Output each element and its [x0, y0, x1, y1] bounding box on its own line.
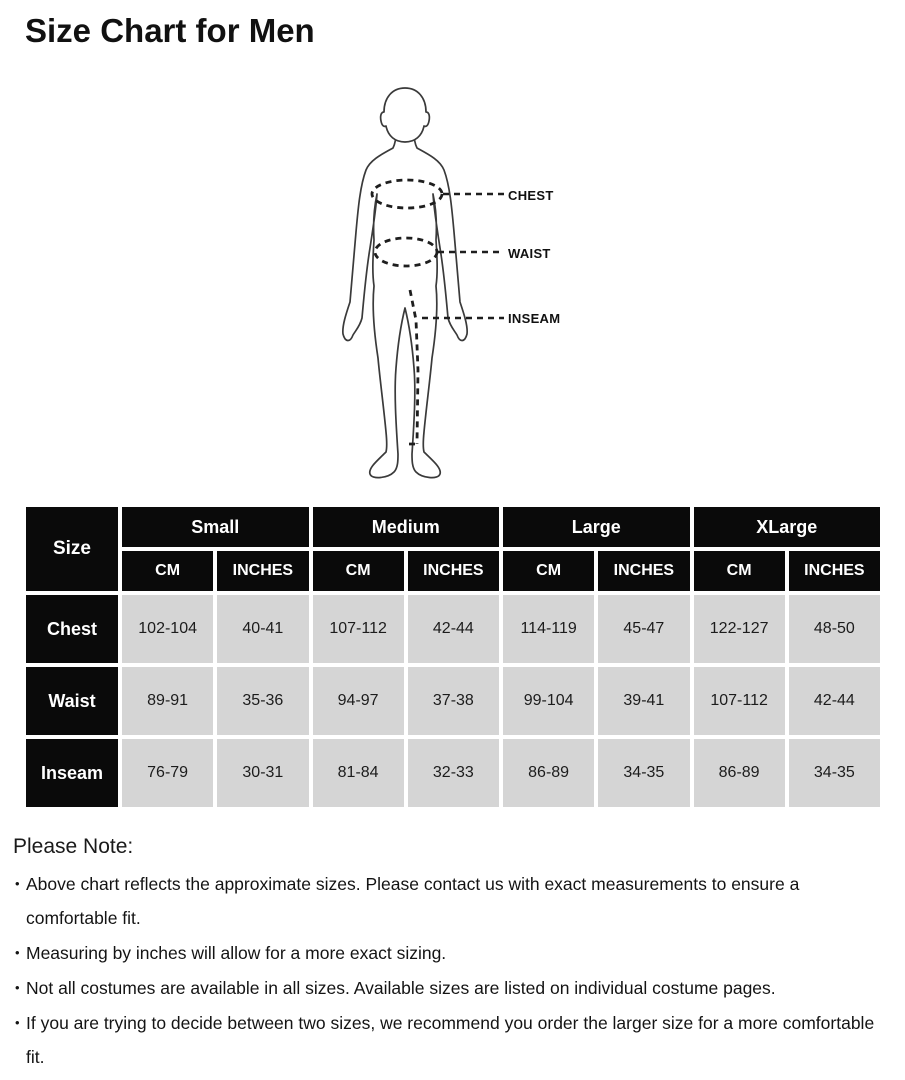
- size-value-cell: 94-97: [313, 667, 404, 735]
- size-chart-table: [22, 503, 884, 811]
- size-group-header-small: Small: [122, 507, 309, 547]
- note-item: [15, 936, 875, 970]
- size-value-cell: 107-112: [694, 667, 785, 735]
- body-measurement-diagram: [330, 80, 620, 492]
- size-value-cell: 34-35: [789, 739, 880, 807]
- size-value-cell: 86-89: [503, 739, 594, 807]
- note-text: If you are trying to decide between two sizes, we recommend you order the larger size for a more comfortable fit.: [26, 1013, 875, 1067]
- unit-header: CM: [313, 551, 404, 591]
- body-outline-illustration: [330, 80, 620, 492]
- size-value-cell: 45-47: [598, 595, 689, 663]
- size-value-cell: 76-79: [122, 739, 213, 807]
- row-label-inseam: Inseam: [26, 739, 118, 807]
- size-value-cell: 34-35: [598, 739, 689, 807]
- size-group-header-xlarge: XLarge: [694, 507, 881, 547]
- size-value-cell: 122-127: [694, 595, 785, 663]
- bullet-icon: •: [15, 945, 20, 960]
- row-label-chest: Chest: [26, 595, 118, 663]
- size-value-cell: 35-36: [217, 667, 308, 735]
- size-value-cell: 42-44: [408, 595, 499, 663]
- size-value-cell: 39-41: [598, 667, 689, 735]
- unit-header: CM: [503, 551, 594, 591]
- page-title: Size Chart for Men: [25, 12, 315, 49]
- note-item: [15, 867, 875, 935]
- size-value-cell: 42-44: [789, 667, 880, 735]
- waist-label: WAIST: [508, 246, 551, 261]
- bullet-icon: •: [15, 1015, 20, 1030]
- size-value-cell: 37-38: [408, 667, 499, 735]
- size-value-cell: 48-50: [789, 595, 880, 663]
- chest-label: CHEST: [508, 188, 554, 203]
- row-label-waist: Waist: [26, 667, 118, 735]
- note-item: [15, 971, 875, 1005]
- unit-header: INCHES: [598, 551, 689, 591]
- bullet-icon: •: [15, 876, 20, 891]
- note-text: Measuring by inches will allow for a more exact sizing.: [26, 943, 447, 963]
- table-row-inseam: [26, 739, 880, 807]
- note-item: [15, 1006, 875, 1074]
- size-value-cell: 102-104: [122, 595, 213, 663]
- unit-header: CM: [694, 551, 785, 591]
- inseam-label: INSEAM: [508, 311, 561, 326]
- bullet-icon: •: [15, 980, 20, 995]
- size-value-cell: 107-112: [313, 595, 404, 663]
- table-row-waist: [26, 667, 880, 735]
- size-value-cell: 32-33: [408, 739, 499, 807]
- size-group-header-medium: Medium: [313, 507, 500, 547]
- size-value-cell: 99-104: [503, 667, 594, 735]
- size-value-cell: 89-91: [122, 667, 213, 735]
- unit-header: INCHES: [408, 551, 499, 591]
- unit-header: INCHES: [789, 551, 880, 591]
- notes-list: [15, 867, 875, 1075]
- size-value-cell: 86-89: [694, 739, 785, 807]
- unit-header: INCHES: [217, 551, 308, 591]
- size-value-cell: 81-84: [313, 739, 404, 807]
- unit-header: CM: [122, 551, 213, 591]
- size-value-cell: 114-119: [503, 595, 594, 663]
- table-corner-size-header: Size: [26, 507, 118, 591]
- note-text: Not all costumes are available in all sizes. Available sizes are listed on individual costume pages.: [26, 978, 776, 998]
- size-value-cell: 40-41: [217, 595, 308, 663]
- notes-heading: Please Note:: [13, 835, 134, 858]
- table-row-chest: [26, 595, 880, 663]
- size-value-cell: 30-31: [217, 739, 308, 807]
- note-text: Above chart reflects the approximate sizes. Please contact us with exact measurements to ensure a comfortable fit.: [26, 874, 800, 928]
- size-group-header-large: Large: [503, 507, 690, 547]
